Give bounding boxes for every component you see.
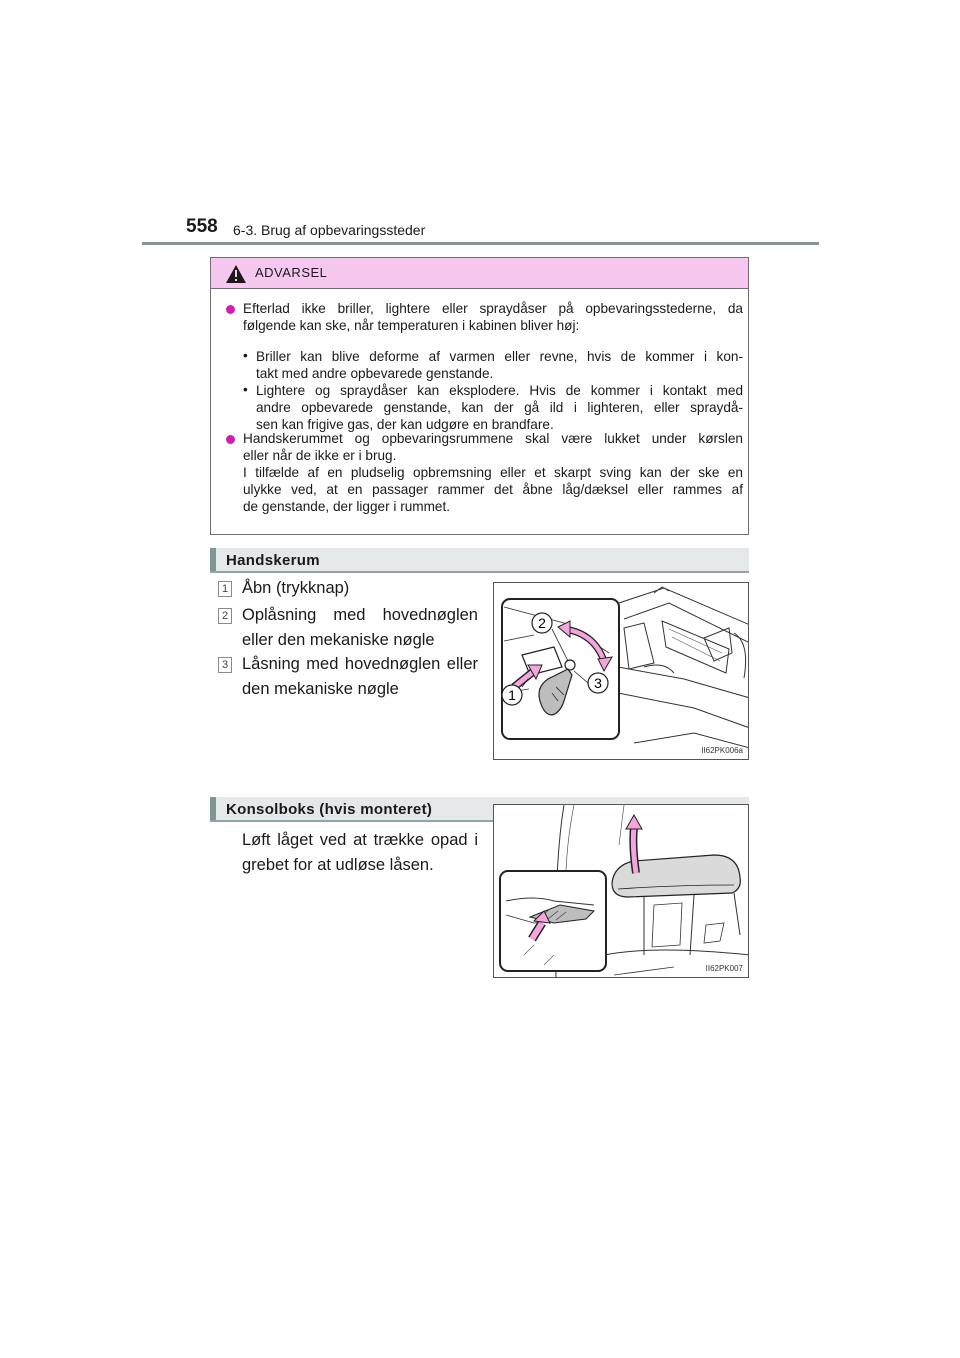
- text-line: den mekaniske nøgle: [242, 680, 399, 698]
- bullet-dot: [226, 435, 235, 444]
- text-line: eller den mekaniske nøgle: [242, 631, 435, 649]
- section-bar: [210, 797, 216, 820]
- text-line: Løft låget ved at trække opad i: [242, 831, 478, 849]
- figure-code: II62PK006a: [701, 746, 743, 755]
- text-line: følgende kan ske, når temperaturen i kabinen bliver høj:: [243, 318, 580, 333]
- text-line: Efterlad ikke briller, lightere eller spraydåser på opbevaringsstederne, da: [243, 301, 743, 316]
- text-line: Åbn (trykknap): [242, 579, 350, 597]
- text-line: I tilfælde af en pludselig opbremsning eller et skarpt sving kan der ske en: [243, 465, 743, 480]
- step-2-text: [242, 603, 478, 653]
- console-instruction: [242, 828, 478, 878]
- text-line: sen kan frigive gas, der kan udgøre en brandfare.: [256, 417, 554, 432]
- bullet-dot: [226, 305, 235, 314]
- sub-bullet: •: [243, 348, 248, 363]
- step-number-3: 3: [218, 657, 232, 673]
- text-line: eller når de ikke er i brug.: [243, 448, 397, 463]
- text-line: Lightere og spraydåser kan eksplodere. Hvis de kommer i kontakt med: [256, 383, 743, 398]
- warning-triangle-icon: [225, 264, 247, 284]
- warning-sub-1: [256, 348, 743, 382]
- section-bar: [210, 548, 216, 571]
- glovebox-figure: [493, 582, 749, 760]
- warning-bullet-2: [243, 430, 743, 515]
- text-line: ulykke ved, at en passager rammer det åbne låg/dæksel eller rammes af: [243, 482, 743, 497]
- console-figure: [493, 804, 749, 978]
- text-line: Låsning med hovednøglen eller: [242, 655, 478, 673]
- section-title-console: Konsolboks (hvis monteret): [226, 801, 433, 818]
- section-header-glovebox: [210, 548, 749, 573]
- text-line: andre opbevarede genstande, kan der gå ild i lighteren, eller spraydå-: [256, 400, 743, 415]
- text-line: Handskerummet og opbevaringsrummene skal være lukket under kørslen: [243, 431, 743, 446]
- text-line: de genstande, der ligger i rummet.: [243, 499, 451, 514]
- text-line: Briller kan blive deforme af varmen eller revne, hvis de kommer i kon-: [256, 349, 743, 364]
- step-1-text: [242, 576, 478, 601]
- step-3-text: [242, 652, 478, 702]
- figure-code: II62PK007: [705, 964, 743, 973]
- text-line: takt med andre opbevarede genstande.: [256, 366, 494, 381]
- warning-box: [210, 257, 749, 535]
- warning-title: ADVARSEL: [255, 265, 328, 280]
- header-rule: [142, 242, 819, 245]
- warning-sub-2: [256, 382, 743, 433]
- warning-header: [211, 258, 748, 289]
- text-line: grebet for at udløse låsen.: [242, 856, 434, 874]
- step-number-2: 2: [218, 608, 232, 624]
- sub-bullet: •: [243, 382, 248, 397]
- callout-3: 3: [594, 675, 602, 691]
- step-number-1: 1: [218, 581, 232, 597]
- callout-1: 1: [508, 687, 516, 703]
- section-title-glovebox: Handskerum: [226, 552, 320, 569]
- section-title: 6-3. Brug af opbevaringssteder: [233, 222, 426, 238]
- callout-2: 2: [538, 615, 546, 631]
- warning-bullet-1: [243, 300, 743, 334]
- glovebox-illustration: [494, 583, 749, 760]
- page-number: 558: [186, 216, 218, 237]
- console-illustration: [494, 805, 749, 978]
- text-line: Oplåsning med hovednøglen: [242, 606, 478, 624]
